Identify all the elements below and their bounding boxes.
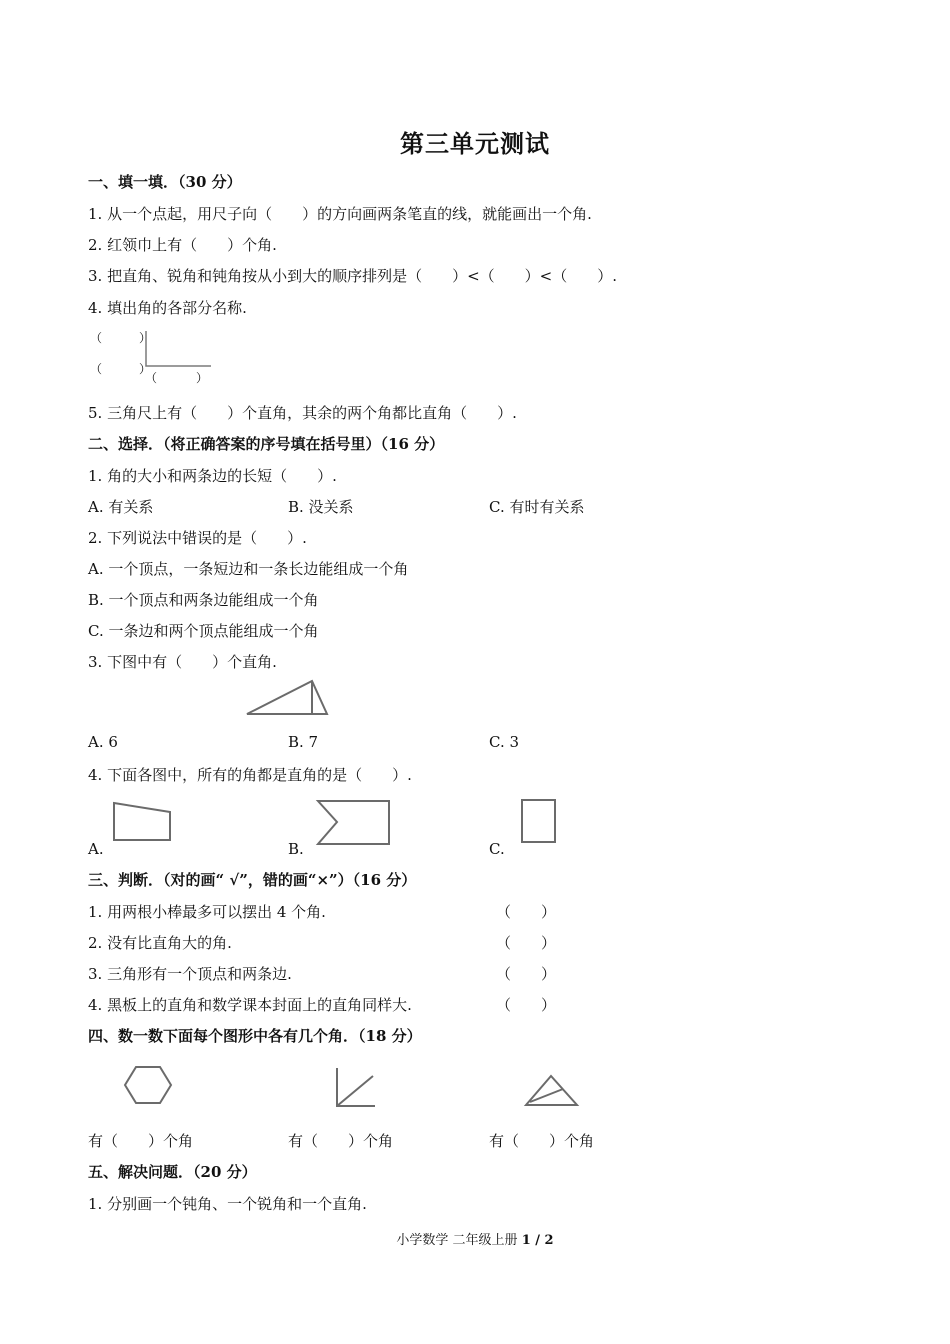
page-number: 1 / 2 <box>521 1233 554 1248</box>
s2-q2-option-c: C. 一条边和两个顶点能组成一个角 <box>88 622 319 640</box>
s1-question-1: 1. 从一个点起，用尺子向（ ）的方向画两条笔直的线，就能画出一个角. <box>88 205 592 223</box>
s1-question-5: 5. 三角尺上有（ ）个直角，其余的两个角都比直角（ ）. <box>88 404 517 422</box>
s2-q4-option-b: B. <box>288 840 304 858</box>
section-2-heading: 二、选择．（将正确答案的序号填在括号里）（16 分） <box>88 435 445 453</box>
s2-q1-option-b: B. 没关系 <box>288 498 354 516</box>
s2-q2-option-b: B. 一个顶点和两条边能组成一个角 <box>88 591 319 609</box>
s2-q1-option-c: C. 有时有关系 <box>489 498 585 516</box>
page-title: 第三单元测试 <box>400 129 550 158</box>
angle-label-open-1: （ <box>90 331 103 345</box>
s3-item-2-blank: （ ） <box>496 934 557 952</box>
hexagon-shape <box>125 1067 171 1103</box>
s2-q3-option-c: C. 3 <box>489 733 520 751</box>
s2-q4-option-a: A. <box>88 840 104 858</box>
s4-answer-3: 有（ ）个角 <box>489 1132 595 1150</box>
s2-question-1: 1. 角的大小和两条边的长短（ ）. <box>88 467 337 485</box>
s2-q4-option-c: C. <box>489 840 505 858</box>
s1-question-4: 4. 填出角的各部分名称. <box>88 299 247 317</box>
s3-item-1: 1. 用两根小棒最多可以摆出 4 个角. <box>88 903 326 921</box>
s2-q1-option-a: A. 有关系 <box>88 498 154 516</box>
s2-question-3: 3. 下图中有（ ）个直角. <box>88 653 277 671</box>
s5-question-1: 1. 分别画一个钝角、一个锐角和一个直角. <box>88 1195 367 1213</box>
section-4-heading: 四、数一数下面每个图形中各有几个角．（18 分） <box>88 1027 422 1045</box>
s3-item-3: 3. 三角形有一个顶点和两条边. <box>88 965 292 983</box>
s2-q2-option-a: A. 一个顶点，一条短边和一条长边能组成一个角 <box>88 560 409 578</box>
s2-q3-option-a: A. 6 <box>88 733 118 751</box>
s3-item-4-blank: （ ） <box>496 996 557 1014</box>
section-3-heading: 三、判断．（对的画“ √”，错的画“×”）（16 分） <box>88 871 417 889</box>
page-footer <box>0 1229 950 1248</box>
angle-label-close-1: ） <box>139 331 152 345</box>
angle-label-open-2: （ <box>90 362 103 376</box>
s1-question-3: 3. 把直角、锐角和钝角按从小到大的顺序排列是（ ）<（ ）<（ ）. <box>88 267 617 285</box>
section-1-heading: 一、填一填．（30 分） <box>88 173 242 191</box>
angle-label-close-2: ） <box>139 362 152 376</box>
s3-item-1-blank: （ ） <box>496 903 557 921</box>
angle-label-open-3: （ <box>145 371 158 385</box>
s4-answer-1: 有（ ）个角 <box>88 1132 194 1150</box>
s2-question-2: 2. 下列说法中错误的是（ ）. <box>88 529 307 547</box>
s3-item-3-blank: （ ） <box>496 965 557 983</box>
footer-text: 小学数学 二年级上册 <box>396 1233 518 1248</box>
s4-answer-2: 有（ ）个角 <box>288 1132 394 1150</box>
s2-q3-option-b: B. 7 <box>288 733 319 751</box>
angle-label-close-3: ） <box>196 371 209 385</box>
s1-question-2: 2. 红领巾上有（ ）个角. <box>88 236 277 254</box>
s2-question-4: 4. 下面各图中，所有的角都是直角的是（ ）. <box>88 766 412 784</box>
section-5-heading: 五、解决问题．（20 分） <box>88 1163 257 1181</box>
s3-item-4: 4. 黑板上的直角和数学课本封面上的直角同样大. <box>88 996 412 1014</box>
s3-item-2: 2. 没有比直角大的角. <box>88 934 232 952</box>
